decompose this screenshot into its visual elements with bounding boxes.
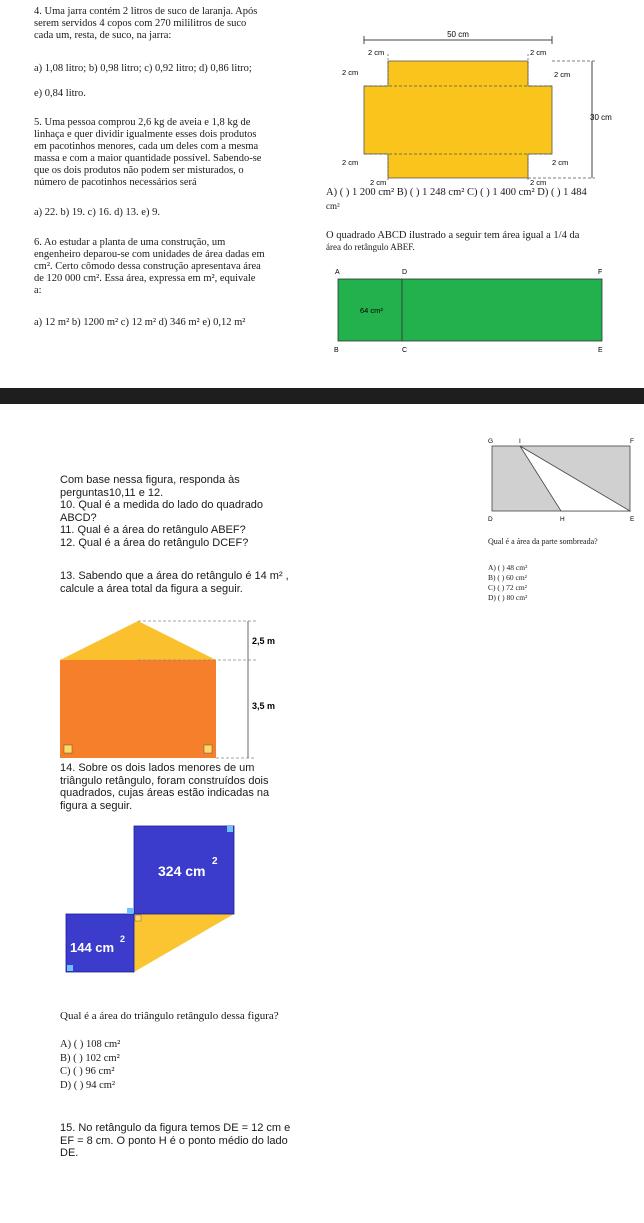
label-2cm: 2 cm [530,178,547,187]
q14-line: figura a seguir. [60,799,133,812]
big-square-sup: 2 [212,856,218,867]
dim-label-top: 50 cm [447,30,469,39]
corner-marker [127,908,133,914]
label-2cm: 2 cm [342,158,359,167]
q13-line: 13. Sabendo que a área do retângulo é 14 m² , [60,570,289,582]
q5-line: 5. Uma pessoa comprou 2,6 kg de aveia e 1,8 kg de [34,117,251,128]
q15-block [60,1122,340,1160]
abcd-text [326,230,626,253]
label-c: C [402,347,408,354]
q14-option: A) ( ) 108 cm² [60,1039,121,1050]
q5-line: em pacotinhos menores, cada um deles com a mesma [34,141,259,152]
squares-figure [62,822,242,980]
q14-option: B) ( ) 102 cm² [60,1052,120,1064]
q14-option: D) ( ) 94 cm² [60,1079,116,1091]
shaded-option: B) ( ) 60 cm² [488,573,527,582]
q10-line: 10. Qual é a medida do lado do quadrado [60,499,264,511]
q15-line: EF = 8 cm. O ponto H é o ponto médio do lado [60,1134,288,1147]
corner-marker [227,826,233,832]
label-2cm: 2 cm [554,70,571,79]
q5-line: número de pacotinhos necessários será [34,177,197,188]
q6-line: engenheiro deparou-se com unidades de área dadas em [34,249,265,260]
label-g: G [488,438,494,445]
label-2cm: 2 cm [370,178,387,187]
shaded-question: Qual é a área da parte sombreada? [488,537,598,546]
q5-line: massa e com a maior quantidade possível. Sabendo-se [34,153,262,164]
dim-label-right: 30 cm [590,113,612,122]
q6-line: 6. Ao estudar a planta de uma construção, um [34,237,226,248]
shaded-options [488,563,527,603]
label-2cm: 2 cm [368,48,385,57]
label-2cm: 2 cm [530,48,547,57]
right-angle-marker [64,745,72,753]
label-d: D [402,269,408,276]
small-square-sup: 2 [120,934,126,944]
q15-line: DE. [60,1147,79,1159]
triangle [134,914,234,972]
q10-line: ABCD? [60,511,97,524]
cross-shape [364,61,552,178]
question-6 [34,237,302,297]
q4-line: serem servidos 4 copos com 270 mililitros de suco [34,18,247,29]
label-e: E [598,347,603,354]
q14-block [60,762,330,812]
area-label: 64 cm² [360,306,383,315]
q5-line: que os dois produtos não podem ser misturados, o [34,165,244,176]
q14-line: 14. Sobre os dois lados menores de um [60,762,255,774]
q6-options: a) 12 m² b) 1200 m² c) 12 m² d) 346 m² e) 0,12 m² [34,317,246,328]
q5-line: linhaça e quer dividir igualmente esses dois produtos [34,129,257,140]
q6-line: de 120 000 cm². Essa área, expressa em m², equivale [34,273,256,284]
question-4 [34,6,302,42]
cross-figure [330,28,630,190]
q14-option: C) ( ) 96 cm² [60,1066,115,1077]
q4-line: 4. Uma jarra contém 2 litros de suco de laranja. Após [34,6,258,17]
house-figure [56,617,286,765]
q13-block [60,570,330,595]
q4-options-1: a) 1,08 litro; b) 0,98 litro; c) 0,92 litro; d) 0,86 litro; [34,63,252,74]
label-b: B [334,347,339,354]
big-square-label: 324 cm [158,863,206,879]
q15-line: 15. No retângulo da figura temos DE = 12 cm e [60,1122,291,1134]
q10-12-block [60,474,310,549]
q5-options: a) 22. b) 19. c) 16. d) 13. e) 9. [34,207,160,218]
label-d: D [488,516,493,523]
q6-line: cm². Certo cômodo dessa construção apresentava área [34,261,261,272]
page-divider [0,388,644,404]
body-rectangle [60,660,216,758]
roof-triangle [60,621,216,660]
q11-line: 11. Qual é a área do retângulo ABEF? [60,524,246,536]
q12-line: 12. Qual é a área do retângulo DCEF? [60,536,249,549]
dim-label-bottom: 3,5 m [252,701,276,711]
small-square-label: 144 cm [70,940,115,955]
right-angle-marker [135,915,141,921]
q4-options-2: e) 0,84 litro. [34,88,86,99]
shaded-option: A) ( ) 48 cm² [488,563,528,572]
q6-line: a: [34,285,42,296]
label-f: F [598,269,603,276]
q14-question: Qual é a área do triângulo retângulo dessa figura? [60,1010,279,1022]
label-h: H [560,516,565,523]
dim-label-top: 2,5 m [252,636,276,646]
shaded-figure [480,436,640,526]
intro-line: perguntas10,11 e 12. [60,486,164,499]
q14-options [60,1038,120,1092]
label-i: I [519,438,521,445]
q14-line: quadrados, cujas áreas estão indicadas na [60,787,270,799]
question-5 [34,117,302,189]
label-2cm: 2 cm [552,158,569,167]
cross-options-1: A) ( ) 1 200 cm² B) ( ) 1 248 cm² C) ( ) 1 400 cm² D) ( ) 1 484 [326,187,587,198]
shaded-option: C) ( ) 72 cm² [488,583,527,592]
cross-options-2: cm² [326,201,340,211]
label-2cm: 2 cm [342,68,359,77]
label-e: E [630,516,635,523]
abcd-line: O quadrado ABCD ilustrado a seguir tem área igual a 1/4 da [326,230,580,241]
abef-figure [330,262,610,356]
label-f: F [630,438,634,445]
corner-marker [67,965,73,971]
intro-line: Com base nessa figura, responda às [60,474,240,486]
q4-line: cada um, resta, de suco, na jarra: [34,30,172,41]
abcd-line: área do retângulo ABEF. [326,242,415,252]
q13-line: calcule a área total da figura a seguir. [60,582,243,595]
label-a: A [335,269,340,276]
right-angle-marker [204,745,212,753]
q14-line: triângulo retângulo, foram construídos dois [60,774,269,787]
shaded-option: D) ( ) 80 cm² [488,593,528,602]
